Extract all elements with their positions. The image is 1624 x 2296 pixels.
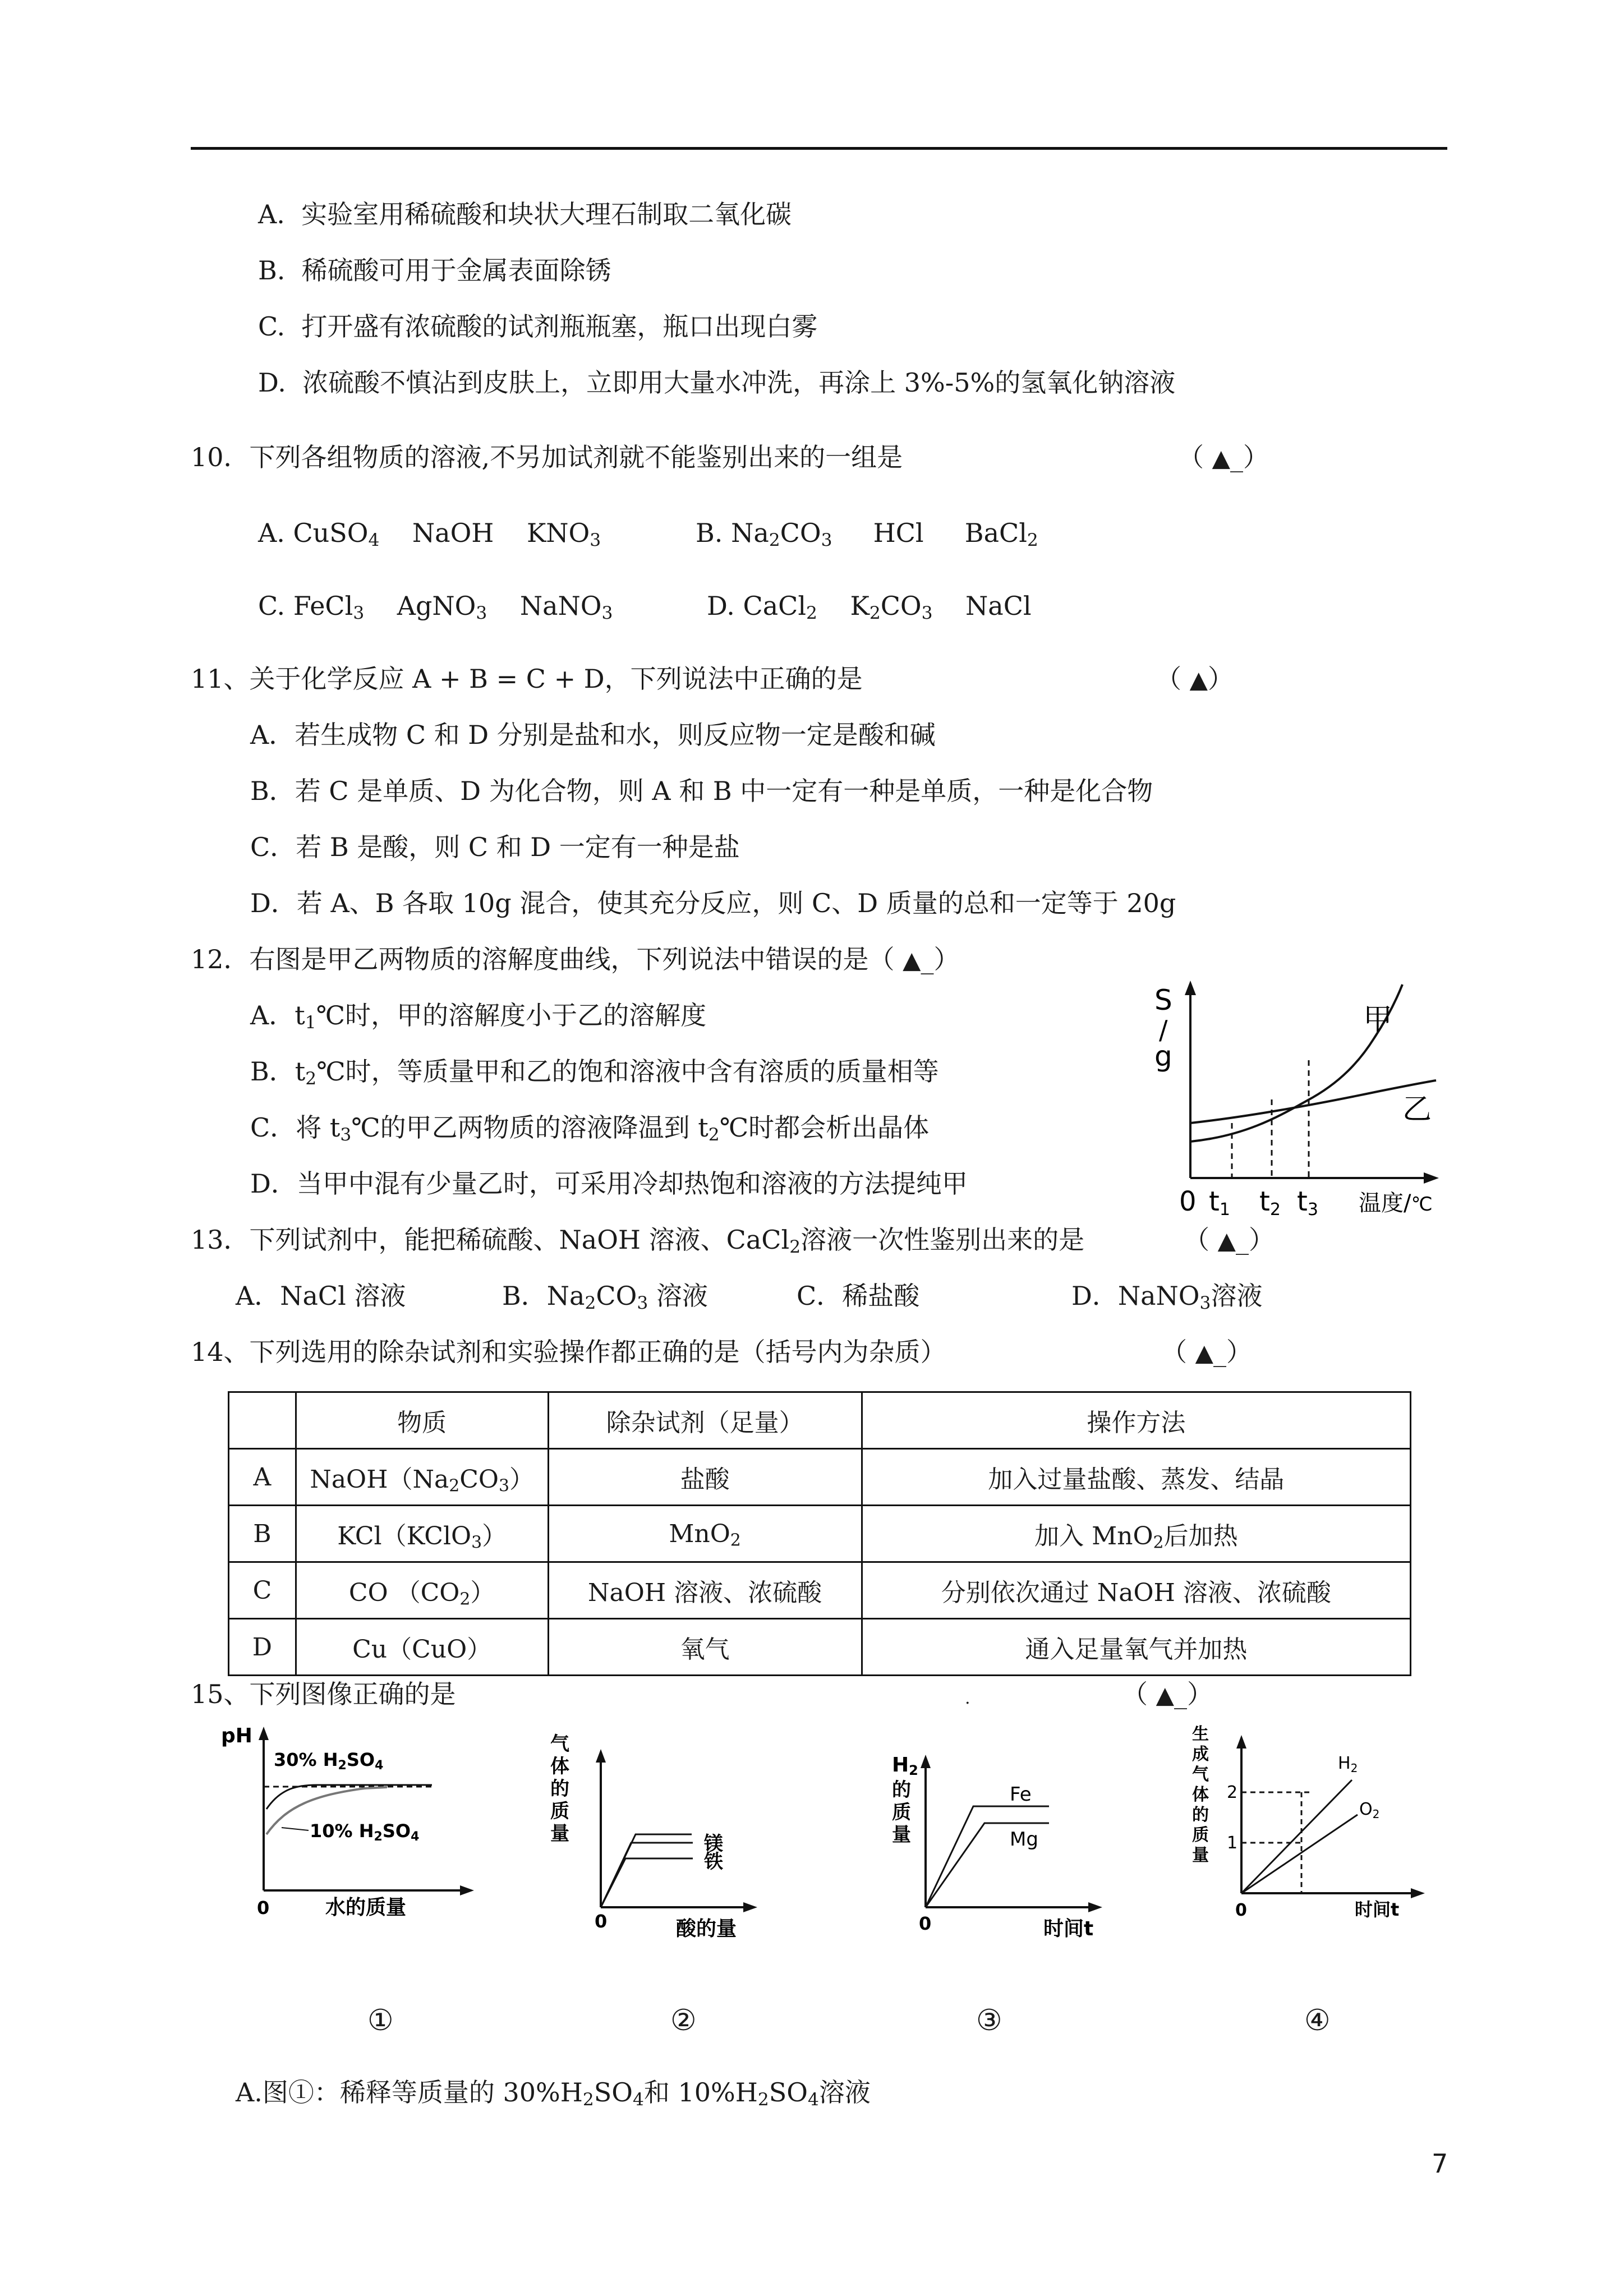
table-header-row bbox=[229, 1392, 1411, 1449]
g1-label-10: 10% H2SO4 bbox=[310, 1820, 420, 1844]
q11-option-c: C．若 B 是酸，则 C 和 D 一定有一种是盐 bbox=[250, 832, 740, 862]
q13-option-b: B．$Na_2CO_3$ 溶液 bbox=[502, 1281, 708, 1313]
header-reagent: 除杂试剂（足量） bbox=[548, 1392, 862, 1449]
graph-y-label-s: S bbox=[1154, 984, 1172, 1016]
q13-option-a: A．NaCl 溶液 bbox=[236, 1281, 406, 1311]
header-method: 操作方法 bbox=[862, 1392, 1410, 1449]
graph-label-1: ① bbox=[367, 2004, 394, 2037]
header-rule bbox=[191, 147, 1447, 150]
q9-option-d: D. 浓硫酸不慎沾到皮肤上，立即用大量水冲洗，再涂上 3%-5%的氢氧化钠溶液 bbox=[258, 367, 1176, 398]
g3-y-char-3: 量 bbox=[892, 1824, 911, 1846]
g2-y-char-3: 的 bbox=[550, 1778, 569, 1800]
curve-yi bbox=[1190, 1080, 1436, 1123]
g3-label-fe: Fe bbox=[1010, 1783, 1032, 1806]
graph-label-4: ④ bbox=[1304, 2004, 1331, 2037]
g3-label-mg: Mg bbox=[1010, 1828, 1038, 1851]
g4-y-char-6: 质 bbox=[1192, 1825, 1209, 1845]
g4-line-h2 bbox=[1241, 1780, 1352, 1893]
q10-option-a: A. CuSO$_4$ NaOH $KNO_3$ bbox=[258, 518, 601, 550]
graph-label-2: ② bbox=[670, 2004, 697, 2037]
table-row: C CO $(CO_2)$ NaOH 溶液、浓硫酸 分别依次通过 NaOH 溶液、浓硫酸 bbox=[229, 1562, 1411, 1619]
graph-3-h2-vs-time bbox=[881, 1745, 1116, 1947]
header-substance: 物质 bbox=[296, 1392, 548, 1449]
solubility-curve-graph bbox=[1139, 976, 1470, 1223]
q13-answer-blank: （ ▲_） bbox=[1184, 1225, 1275, 1255]
q10-answer-blank: （ ▲_） bbox=[1178, 442, 1269, 472]
graph-y-label-g: g bbox=[1154, 1040, 1172, 1073]
graph-1-ph-dilution bbox=[219, 1722, 482, 1924]
g2-line-fe bbox=[601, 1858, 693, 1907]
g4-y-char-3: 气 bbox=[1192, 1765, 1209, 1784]
graph-2-gas-vs-acid bbox=[541, 1733, 777, 1947]
g4-x-label: 时间t bbox=[1355, 1899, 1400, 1920]
q10-option-d: D. CaCl$_2$ $K_2CO_3$ NaCl bbox=[707, 591, 1032, 623]
graph-t2: t2 bbox=[1259, 1186, 1281, 1220]
table-row: A $NaOH(Na_2CO_3)$ 盐酸 加入过量盐酸、蒸发、结晶 bbox=[229, 1449, 1411, 1506]
g4-tick-1: 1 bbox=[1227, 1833, 1238, 1853]
graph-origin: 0 bbox=[1179, 1186, 1197, 1217]
q9-option-a: A. 实验室用稀硫酸和块状大理石制取二氧化碳 bbox=[258, 199, 792, 229]
q11-option-b: B．若 C 是单质、D 为化合物，则 A 和 B 中一定有一种是单质，一种是化合物 bbox=[250, 776, 1153, 806]
g2-line-mg bbox=[601, 1843, 693, 1907]
q15-stem: 15、下列图像正确的是 bbox=[191, 1679, 456, 1709]
g2-x-label: 酸的量 bbox=[676, 1917, 737, 1940]
table-row: D Cu（CuO） 氧气 通入足量氧气并加热 bbox=[229, 1619, 1411, 1676]
graph-4-electrolysis bbox=[1181, 1725, 1444, 1927]
graph-t3: t3 bbox=[1297, 1186, 1318, 1220]
g3-origin: 0 bbox=[919, 1913, 932, 1934]
g3-x-label: 时间t bbox=[1043, 1917, 1094, 1940]
g4-line-o2 bbox=[1241, 1815, 1358, 1893]
g1-label-30: 30% H2SO4 bbox=[274, 1749, 384, 1773]
q15-answer-blank: （ ▲_） bbox=[1122, 1679, 1213, 1709]
g1-y-label: pH bbox=[221, 1724, 252, 1747]
q13-stem: 13．下列试剂中，能把稀硫酸、NaOH 溶液、CaCl$_2$溶液一次性鉴别出来的是 bbox=[191, 1225, 1085, 1257]
graph-t1: t1 bbox=[1209, 1186, 1230, 1220]
g2-line-top bbox=[601, 1834, 692, 1907]
purification-table bbox=[228, 1391, 1411, 1676]
q12-option-d: D．当甲中混有少量乙时，可采用冷却热饱和溶液的方法提纯甲 bbox=[250, 1168, 968, 1199]
graph-label-3: ③ bbox=[976, 2004, 1002, 2037]
g4-y-char-4: 体 bbox=[1192, 1785, 1209, 1805]
g1-curve-30 bbox=[266, 1785, 432, 1809]
g2-y-char-1: 气 bbox=[550, 1733, 569, 1755]
q10-option-c: C. FeCl$_3$ AgNO$_3$ NaNO$_3$ bbox=[258, 591, 613, 623]
q15-option-a: A.图①：稀释等质量的 $30\%H_2SO_4$和 $10\%H_2SO_4$溶液 bbox=[236, 2077, 871, 2110]
q11-option-d: D．若 A、B 各取 10g 混合，使其充分反应，则 C、D 质量的总和一定等于 20g bbox=[250, 888, 1176, 918]
curve-label-yi: 乙 bbox=[1402, 1093, 1432, 1126]
g3-y-char-1: 的 bbox=[892, 1779, 911, 1801]
q13-option-c: C．稀盐酸 bbox=[797, 1281, 920, 1311]
g4-tick-2: 2 bbox=[1227, 1783, 1238, 1802]
g2-origin: 0 bbox=[595, 1911, 608, 1932]
q10-option-b: B. $Na_2CO_3$ HCl BaCl$_2$ bbox=[696, 518, 1038, 550]
q11-answer-blank: （ ▲） bbox=[1156, 664, 1234, 694]
q10-stem: 10．下列各组物质的溶液,不另加试剂就不能鉴别出来的一组是 bbox=[191, 442, 903, 472]
g4-y-char-5: 的 bbox=[1192, 1805, 1209, 1825]
g2-label-fe: 铁 bbox=[704, 1851, 723, 1873]
g2-y-char-5: 量 bbox=[550, 1823, 569, 1845]
g4-label-h2: $H_2$ bbox=[1338, 1754, 1358, 1775]
q12-option-a: A．$t_1℃$时，甲的溶解度小于乙的溶解度 bbox=[250, 1000, 707, 1033]
q14-stem: 14、下列选用的除杂试剂和实验操作都正确的是（括号内为杂质） bbox=[191, 1337, 946, 1367]
g4-origin: 0 bbox=[1235, 1901, 1247, 1920]
q14-answer-blank: （ ▲_） bbox=[1161, 1337, 1252, 1367]
q12-option-b: B．$t_2℃$时，等质量甲和乙的饱和溶液中含有溶质的质量相等 bbox=[250, 1056, 939, 1089]
graph-y-label-slash: / bbox=[1159, 1015, 1168, 1045]
g2-y-char-2: 体 bbox=[550, 1755, 569, 1778]
q9-option-b: B. 稀硫酸可用于金属表面除锈 bbox=[258, 255, 611, 286]
g1-origin: 0 bbox=[257, 1897, 270, 1918]
q12-stem: 12．右图是甲乙两物质的溶解度曲线，下列说法中错误的是（ ▲_） bbox=[191, 944, 960, 974]
g4-y-char-2: 成 bbox=[1192, 1745, 1209, 1764]
g2-y-char-4: 质 bbox=[550, 1800, 569, 1823]
g4-y-char-7: 量 bbox=[1192, 1846, 1209, 1865]
q11-option-a: A．若生成物 C 和 D 分别是盐和水，则反应物一定是酸和碱 bbox=[250, 720, 936, 750]
g1-x-label: 水的质量 bbox=[325, 1896, 407, 1919]
q9-option-c: C. 打开盛有浓硫酸的试剂瓶瓶塞，瓶口出现白雾 bbox=[258, 311, 818, 342]
page-number: 7 bbox=[1432, 2148, 1448, 2179]
graph-x-label: 温度/℃ bbox=[1359, 1190, 1433, 1216]
g4-y-char-1: 生 bbox=[1192, 1725, 1209, 1744]
q13-option-d: D．NaNO$_3$溶液 bbox=[1071, 1281, 1263, 1313]
curve-label-jia: 甲 bbox=[1363, 1003, 1393, 1037]
table-row: B KCl（KClO$_3$） MnO$_2$ 加入 MnO$_2$后加热 bbox=[229, 1506, 1411, 1562]
q11-stem: 11、关于化学反应 A + B = C + D，下列说法中正确的是 bbox=[191, 664, 863, 694]
g3-line-fe bbox=[926, 1806, 1049, 1907]
g3-y-h2: H2 bbox=[892, 1754, 918, 1778]
q15-dot: . bbox=[965, 1688, 970, 1708]
g4-label-o2: $O_2$ bbox=[1359, 1800, 1380, 1821]
g3-y-char-2: 质 bbox=[892, 1801, 911, 1824]
q12-option-c: C．将 $t_3℃$的甲乙两物质的溶液降温到 $t_2℃$时都会析出晶体 bbox=[250, 1112, 930, 1145]
g2-label-mg: 镁 bbox=[704, 1833, 723, 1855]
